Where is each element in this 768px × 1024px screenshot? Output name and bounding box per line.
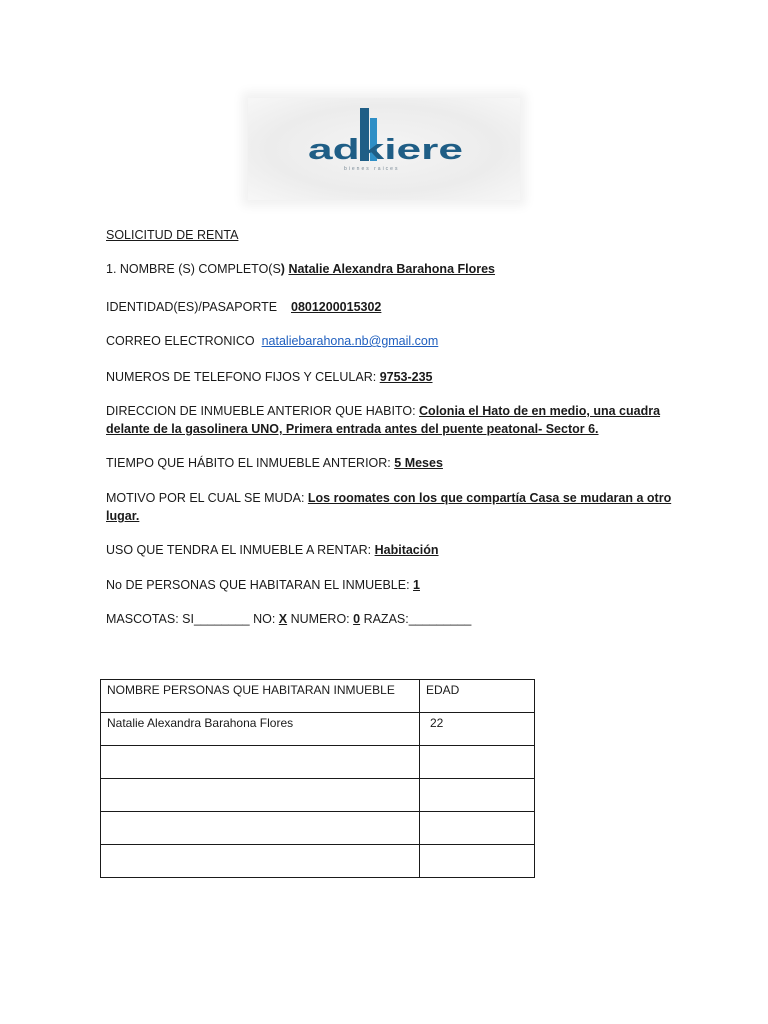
- phone-label: NUMEROS DE TELEFONO FIJOS Y CELULAR:: [106, 370, 377, 384]
- table-row: [101, 713, 535, 746]
- reason-label: MOTIVO POR EL CUAL SE MUDA:: [106, 491, 305, 505]
- table-row: [101, 845, 535, 878]
- table-row: [101, 746, 535, 779]
- table-header-name: NOMBRE PERSONAS QUE HABITARAN INMUEBLE: [101, 680, 420, 713]
- company-logo: [248, 98, 520, 200]
- table-row: [101, 812, 535, 845]
- table-row: [101, 779, 535, 812]
- email-label: CORREO ELECTRONICO: [106, 334, 255, 348]
- table-cell-name: [101, 779, 420, 812]
- pets-no-value: X: [278, 612, 288, 626]
- name-row: [106, 262, 495, 276]
- table-cell-age: [420, 812, 535, 845]
- name-label: 1. NOMBRE (S) COMPLETO(S: [106, 262, 281, 276]
- table-cell-age: [420, 779, 535, 812]
- id-row: [106, 300, 381, 314]
- table-cell-age: [420, 845, 535, 878]
- use-label: USO QUE TENDRA EL INMUEBLE A RENTAR:: [106, 543, 372, 557]
- time-value: 5 Meses: [394, 456, 443, 470]
- table-cell-name: [101, 746, 420, 779]
- table-cell-name: [101, 845, 420, 878]
- table-cell-age: [420, 746, 535, 779]
- pets-number-value: 0: [353, 612, 361, 626]
- table-header-row: [101, 680, 535, 713]
- table-cell-age: 22: [420, 713, 535, 746]
- name-paren: ): [280, 262, 285, 276]
- table-cell-name: [101, 812, 420, 845]
- pets-number-label: NUMERO:: [290, 612, 350, 626]
- occupants-table: [100, 679, 535, 878]
- reason-row: [106, 491, 671, 505]
- reason-value-line2: lugar.: [106, 509, 140, 523]
- reason-value-line1: Los roomates con los que compartía Casa se mudaran a otro: [307, 491, 672, 505]
- email-link[interactable]: nataliebarahona.nb@gmail.com: [261, 334, 439, 348]
- address-value-line2: delante de la gasolinera UNO, Primera entrada antes del puente peatonal- Sector 6.: [106, 422, 599, 436]
- logo-wordmark: adkiere: [308, 134, 463, 166]
- table-cell-name: Natalie Alexandra Barahona Flores: [101, 713, 420, 746]
- table-header-age: EDAD: [420, 680, 535, 713]
- address-row: [106, 404, 660, 418]
- use-value: Habitación: [374, 543, 439, 557]
- logo-graphic: [248, 98, 520, 200]
- pets-label: MASCOTAS: SI________ NO:: [106, 612, 276, 626]
- use-row: [106, 543, 439, 557]
- time-label: TIEMPO QUE HÁBITO EL INMUEBLE ANTERIOR:: [106, 456, 391, 470]
- logo-tagline: bienes raices: [344, 166, 400, 172]
- email-row: [106, 334, 438, 348]
- address-value-line1: Colonia el Hato de en medio, una cuadra: [419, 404, 661, 418]
- persons-row: [106, 578, 420, 592]
- phone-row: [106, 370, 433, 384]
- time-row: [106, 456, 443, 470]
- address-label: DIRECCION DE INMUEBLE ANTERIOR QUE HABITO:: [106, 404, 416, 418]
- id-value: 0801200015302: [291, 300, 382, 314]
- pets-row: [106, 612, 471, 626]
- name-value: Natalie Alexandra Barahona Flores: [288, 262, 496, 276]
- form-title: SOLICITUD DE RENTA: [106, 228, 239, 242]
- id-label: IDENTIDAD(ES)/PASAPORTE: [106, 300, 278, 314]
- phone-value: 9753-235: [379, 370, 433, 384]
- persons-label: No DE PERSONAS QUE HABITARAN EL INMUEBLE:: [106, 578, 410, 592]
- pets-breeds-label: RAZAS:_________: [363, 612, 472, 626]
- persons-value: 1: [413, 578, 420, 592]
